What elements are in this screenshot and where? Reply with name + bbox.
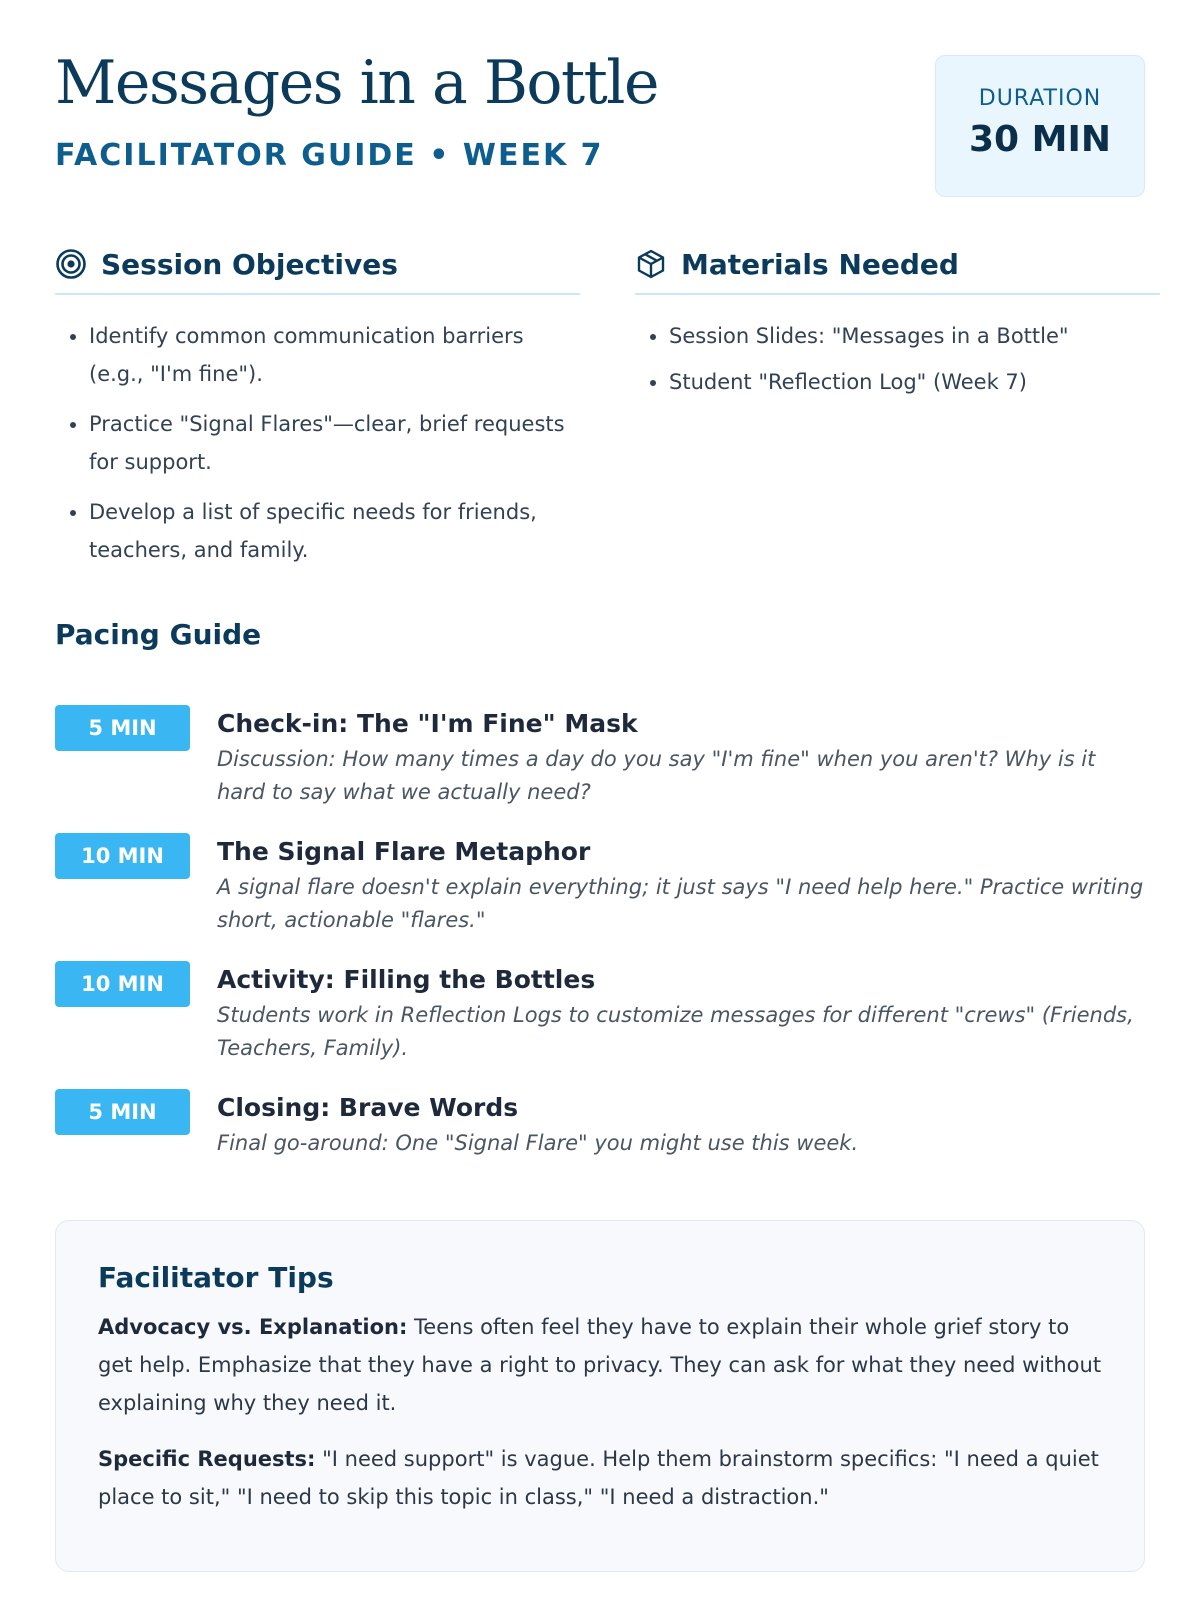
material-item: • Session Slides: "Messages in a Bottle" [669,317,1160,355]
pacing-step-description: Students work in Reflection Logs to customize messages for different "crews" (Friends, Teachers, Family). [217,1003,1134,1060]
duration-box [935,55,1145,197]
tip-label: Specific Requests: [98,1447,316,1471]
time-badge: 10 MIN [55,961,190,1007]
materials-header [635,235,1160,295]
tip-text: Teens often feel they have to explain their whole grief story to get help. Emphasize that they have a right to privacy. They can ask for what they need without explaining why they need it. [98,1315,1102,1415]
duration-value: 30 MIN [969,119,1111,160]
header [55,0,1145,200]
pacing-step-title: Check-in: The "I'm Fine" Mask [217,709,638,738]
material-item: • Student "Reflection Log" (Week 7) [669,363,1160,401]
time-badge: 5 MIN [55,1089,190,1135]
objectives-heading: Session Objectives [101,247,398,281]
objective-item: • Practice "Signal Flares"—clear, brief requests for support. [89,405,580,481]
pacing-step [55,961,1145,1089]
tips-heading: Facilitator Tips [98,1261,334,1294]
materials-heading: Materials Needed [681,247,959,281]
pacing-step [55,705,1145,833]
objectives-list [55,317,580,569]
pacing-step [55,1089,1145,1169]
pacing-step-title: Closing: Brave Words [217,1093,519,1122]
objective-item: • Develop a list of specific needs for friends, teachers, and family. [89,493,580,569]
pacing-step-body [217,961,1145,1065]
pacing-list [55,705,1145,1169]
box-icon [635,248,667,280]
pacing-step-title: Activity: Filling the Bottles [217,965,596,994]
pacing-step [55,833,1145,961]
materials-list [635,317,1160,401]
time-badge: 5 MIN [55,705,190,751]
pacing-step-description: Final go-around: One "Signal Flare" you might use this week. [217,1131,859,1155]
pacing-heading: Pacing Guide [55,618,262,651]
facilitator-tips-box [55,1220,1145,1572]
tip-label: Advocacy vs. Explanation: [98,1315,408,1339]
pacing-step-title: The Signal Flare Metaphor [217,837,591,866]
target-icon [55,248,87,280]
duration-label: DURATION [978,86,1102,111]
tip-text: "I need support" is vague. Help them brainstorm specifics: "I need a quiet place to sit," "I need to skip this topic in class," "I need a distraction." [98,1447,1099,1509]
time-badge: 10 MIN [55,833,190,879]
objective-item: • Identify common communication barriers (e.g., "I'm fine"). [89,317,580,393]
pacing-step-body [217,705,1145,809]
tip-paragraph [98,1440,1102,1516]
pacing-step-description: A signal flare doesn't explain everything; it just says "I need help here." Practice writing short, actionable "flares." [217,875,1144,932]
objectives-section [55,235,580,581]
pacing-step-description: Discussion: How many times a day do you say "I'm fine" when you aren't? Why is it hard to say what we actually need? [217,747,1096,804]
pacing-step-body [217,833,1145,937]
objectives-header [55,235,580,295]
document-title: Messages in a Bottle [55,48,658,118]
pacing-step-body [217,1089,1145,1160]
overview-columns [55,235,1145,575]
document-subtitle: FACILITATOR GUIDE • WEEK 7 [55,138,604,173]
materials-section [635,235,1160,409]
tip-paragraph [98,1308,1102,1422]
